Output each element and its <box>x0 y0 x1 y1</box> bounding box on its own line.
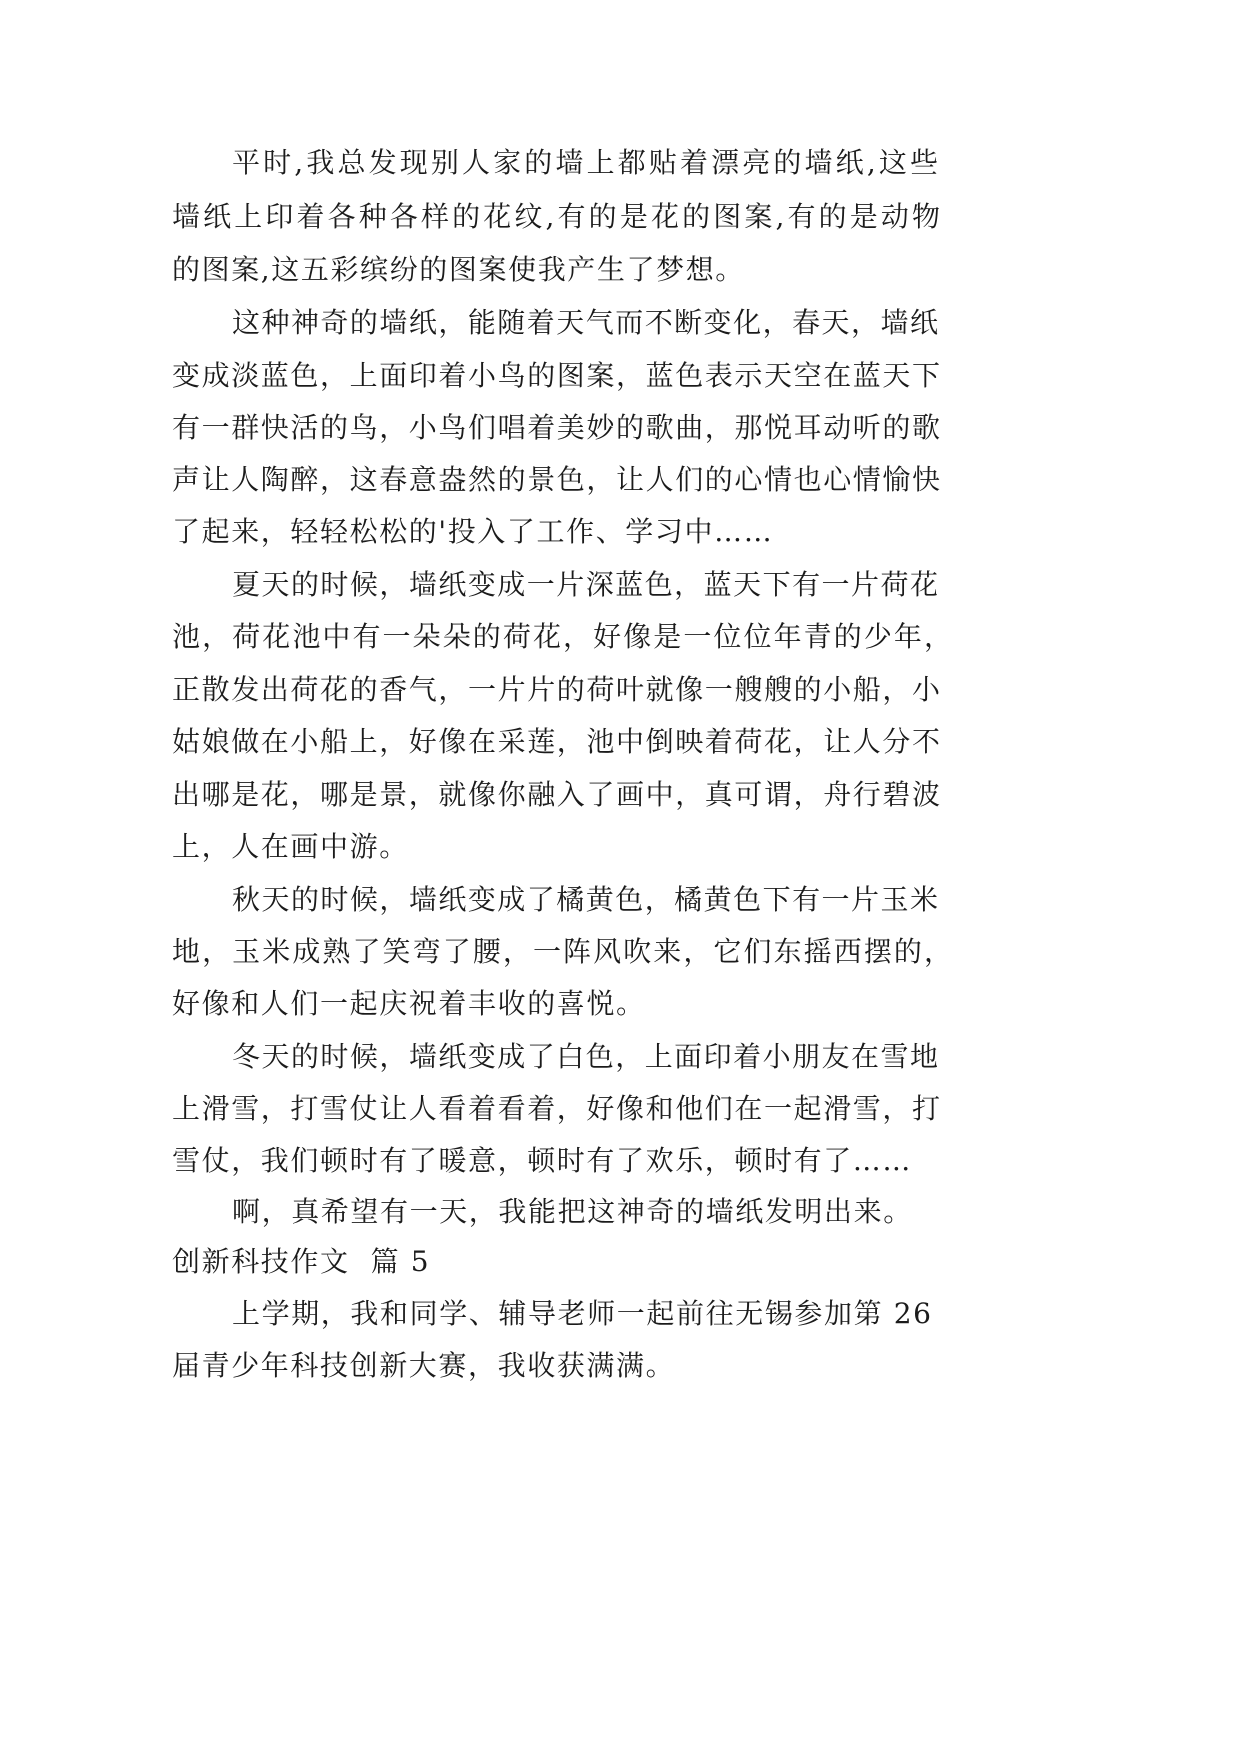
text-line: 冬天的时候，墙纸变成了白色，上面印着小朋友在雪地 <box>232 1040 938 1073</box>
text-line: 地，玉米成熟了笑弯了腰，一阵风吹来，它们东摇西摆的， <box>172 935 952 968</box>
text-line: 了起来，轻轻松松的'投入了工作、学习中…… <box>172 515 774 548</box>
text-line: 好像和人们一起庆祝着丰收的喜悦。 <box>172 987 646 1020</box>
text-line: 上，人在画中游。 <box>172 830 409 863</box>
text-line: 届青少年科技创新大赛，我收获满满。 <box>172 1349 676 1382</box>
text-line: 变成淡蓝色，上面印着小鸟的图案，蓝色表示天空在蓝天下 <box>172 359 940 392</box>
text-line: 姑娘做在小船上，好像在采莲，池中倒映着荷花，让人分不 <box>172 725 940 758</box>
text-line: 的图案,这五彩缤纷的图案使我产生了梦想。 <box>172 253 745 286</box>
text-line: 声让人陶醉，这春意盎然的景色，让人们的心情也心情愉快 <box>172 463 940 496</box>
text-line: 有一群快活的鸟，小鸟们唱着美妙的歌曲，那悦耳动听的歌 <box>172 411 940 444</box>
text-line: 雪仗，我们顿时有了暖意，顿时有了欢乐，顿时有了…… <box>172 1144 913 1177</box>
text-line: 啊，真希望有一天，我能把这神奇的墙纸发明出来。 <box>232 1195 913 1228</box>
text-line: 出哪是花，哪是景，就像你融入了画中，真可谓，舟行碧波 <box>172 778 940 811</box>
text-line: 上学期，我和同学、辅导老师一起前往无锡参加第 26 <box>232 1297 933 1330</box>
section-heading: 创新科技作文 篇 5 <box>172 1245 431 1278</box>
text-line: 上滑雪，打雪仗让人看着看着，好像和他们在一起滑雪，打 <box>172 1092 940 1125</box>
text-line: 秋天的时候，墙纸变成了橘黄色，橘黄色下有一片玉米 <box>232 883 938 916</box>
text-line: 夏天的时候，墙纸变成一片深蓝色，蓝天下有一片荷花 <box>232 568 938 601</box>
text-line: 池，荷花池中有一朵朵的荷花，好像是一位位年青的少年， <box>172 620 952 653</box>
text-line: 墙纸上印着各种各样的花纹,有的是花的图案,有的是动物 <box>172 200 940 233</box>
text-line: 平时,我总发现别人家的墙上都贴着漂亮的墙纸,这些 <box>232 146 938 179</box>
text-line: 这种神奇的墙纸，能随着天气而不断变化，春天，墙纸 <box>232 306 938 339</box>
text-line: 正散发出荷花的香气，一片片的荷叶就像一艘艘的小船，小 <box>172 673 940 706</box>
